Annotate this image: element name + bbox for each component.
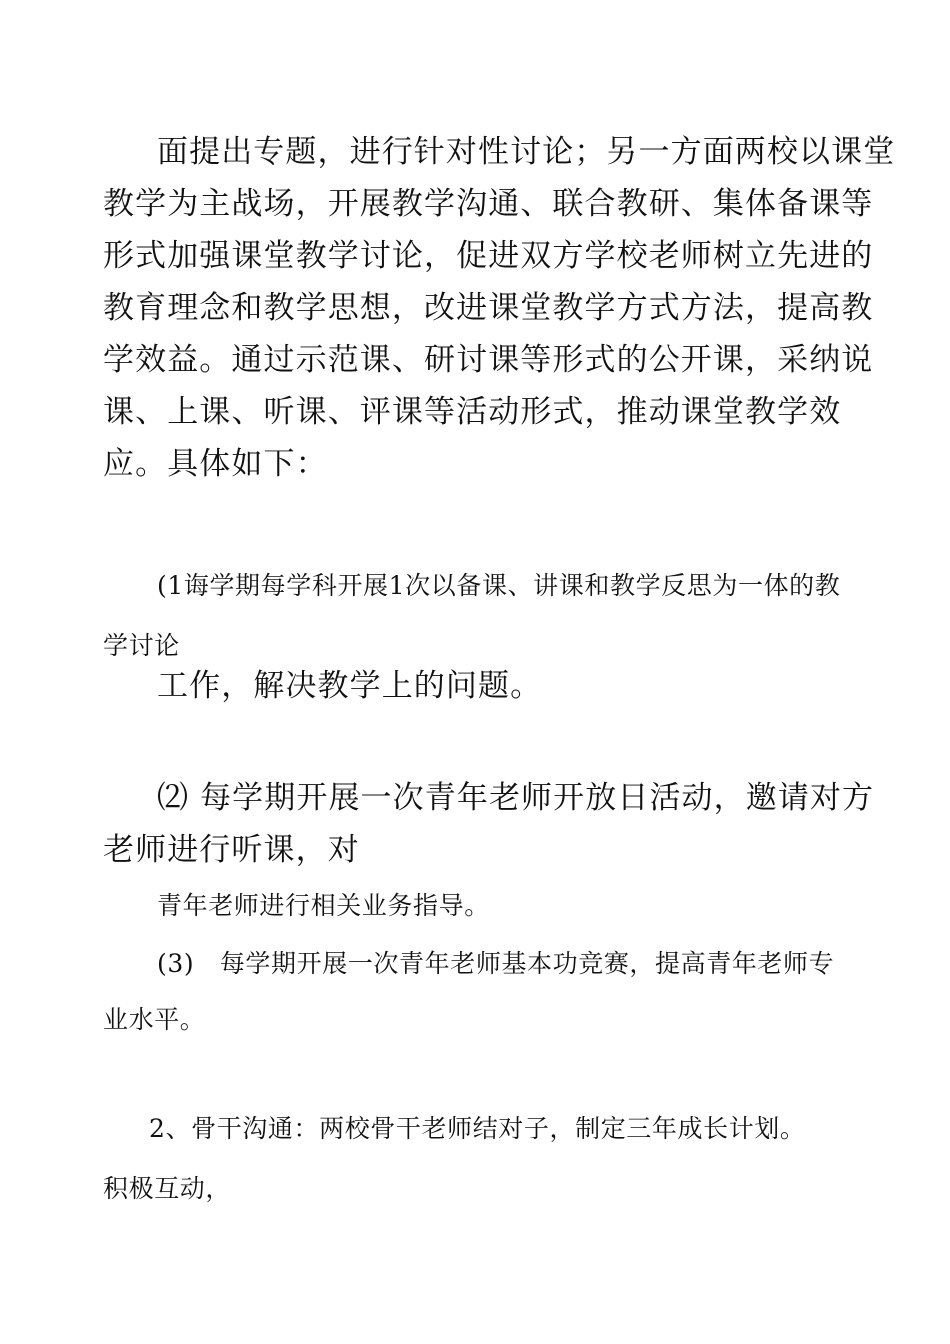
item-2-line-2: 老师进行听课，对 bbox=[103, 832, 360, 868]
intro-line-4: 教育理念和教学思想，改进课堂教学方式方法，提高教 bbox=[103, 290, 874, 326]
intro-line-1: 面提出专题，进行针对性讨论；另一方面两校以课堂 bbox=[157, 134, 896, 170]
backbone-exchange-item bbox=[103, 1099, 860, 1219]
backbone-line-1: 2、骨干沟通：两校骨干老师结对子，制定三年成长计划。 bbox=[149, 1114, 806, 1143]
item-2-continuation bbox=[103, 886, 860, 926]
intro-line-7: 应。具体如下： bbox=[103, 446, 328, 482]
item-1-line-3: 工作，解决教学上的问题。 bbox=[157, 668, 543, 704]
intro-paragraph bbox=[103, 126, 896, 490]
item-2-line-1: ⑵ 每学期开展一次青年老师开放日活动，邀请对方 bbox=[157, 780, 875, 816]
intro-line-3: 形式加强课堂教学讨论，促进双方学校老师树立先进的 bbox=[103, 238, 874, 274]
item-2 bbox=[103, 772, 875, 876]
item-1-line-1: (1诲学期每学科开展1次以备课、讲课和教学反思为一体的教 bbox=[157, 571, 841, 600]
item-1 bbox=[103, 556, 860, 676]
item-3-line-2: 业水平。 bbox=[103, 1005, 206, 1034]
item-2-line-3: 青年老师进行相关业务指导。 bbox=[157, 891, 490, 920]
item-1-line-2: 学讨论 bbox=[103, 631, 180, 660]
backbone-line-2: 积极互动， bbox=[103, 1174, 232, 1203]
intro-line-6: 课、上课、听课、评课等活动形式，推动课堂教学效 bbox=[103, 394, 842, 430]
intro-line-5: 学效益。通过示范课、研讨课等形式的公开课，采纳说 bbox=[103, 342, 874, 378]
item-1-continuation bbox=[103, 660, 860, 712]
item-3-line-1: (3) 每学期开展一次青年老师基本功竞赛，提高青年老师专 bbox=[157, 949, 835, 978]
intro-line-2: 教学为主战场，开展教学沟通、联合教研、集体备课等 bbox=[103, 186, 874, 222]
item-3 bbox=[103, 936, 860, 1048]
